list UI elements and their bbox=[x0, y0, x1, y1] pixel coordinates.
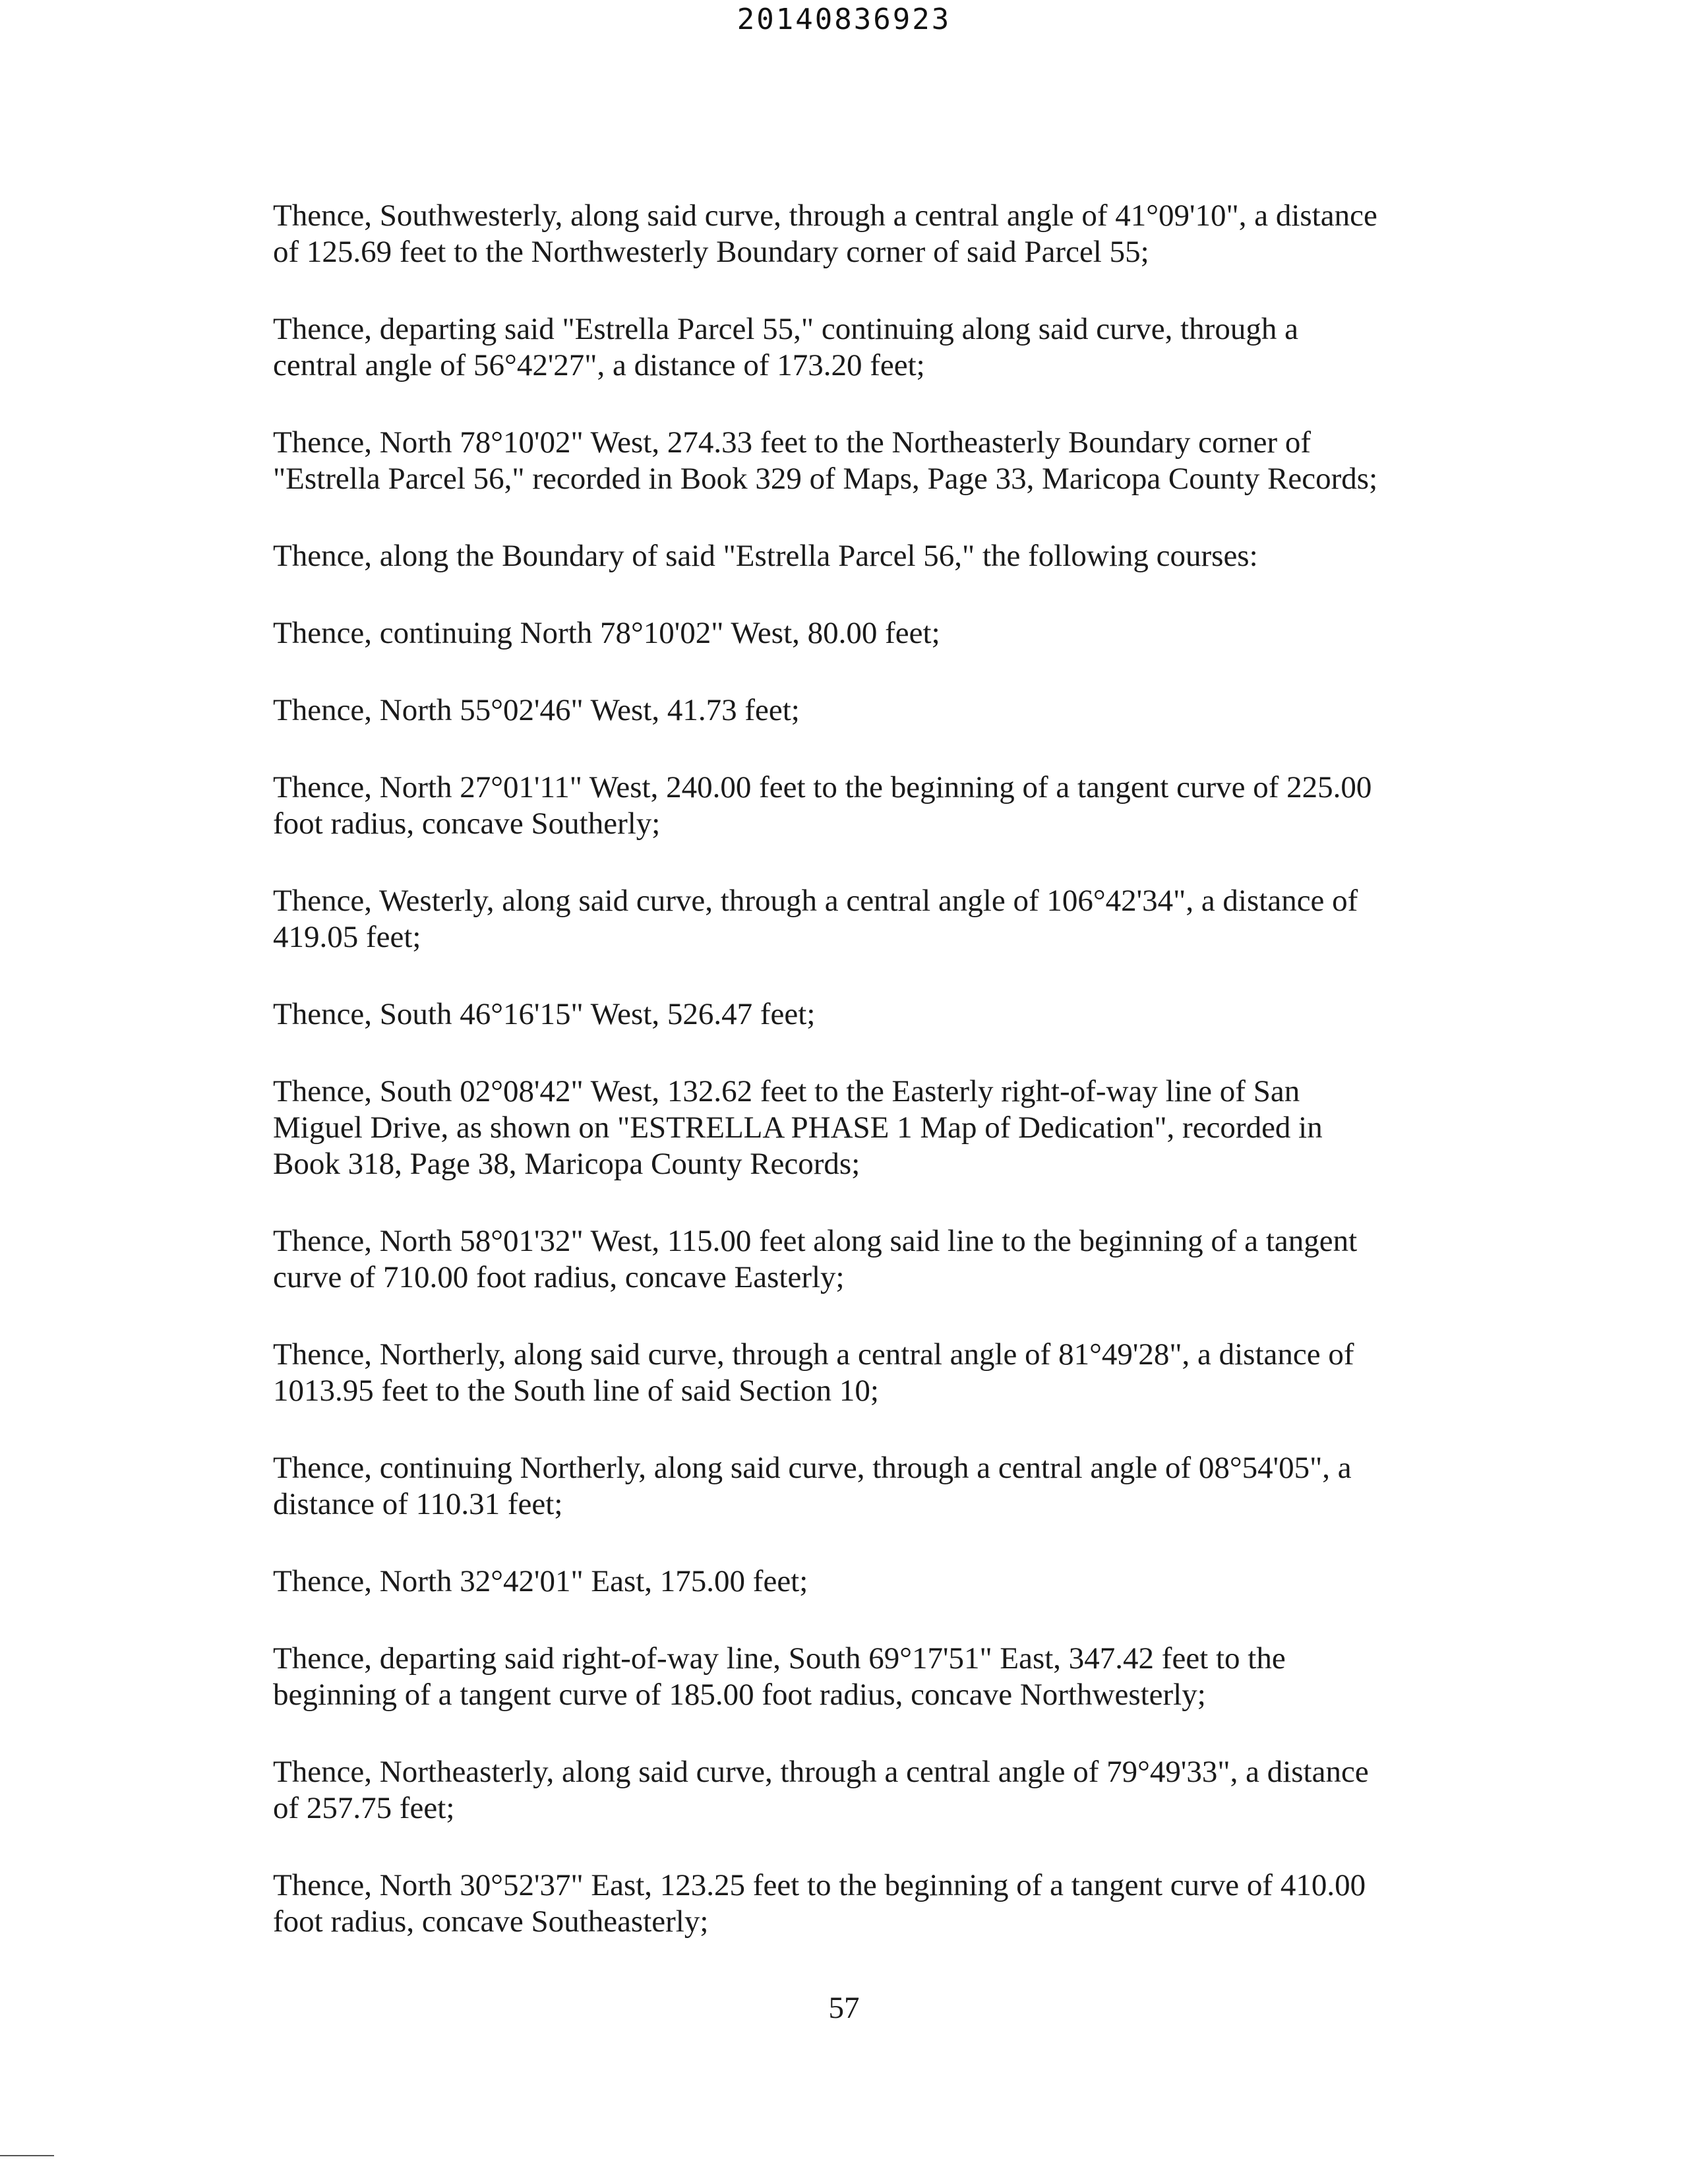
course-paragraph: Thence, South 46°16'15" West, 526.47 feet; bbox=[273, 997, 816, 1031]
course-paragraph: Thence, continuing Northerly, along said curve, through a central angle of 08°54'05", a distance of 110.31 feet; bbox=[273, 1451, 1352, 1521]
course-paragraph: Thence, South 02°08'42" West, 132.62 feet to the Easterly right-of-way line of San Miguel Drive, as shown on "ESTRELLA PHASE 1 Map of Dedication", recorded in Book 318, Page 38, Maricopa County Records; bbox=[273, 1074, 1323, 1181]
course-paragraph: Thence, North 27°01'11" West, 240.00 feet to the beginning of a tangent curve of 225.00 foot radius, concave Southerly; bbox=[273, 770, 1372, 841]
page-number: 57 bbox=[828, 1991, 860, 2025]
scan-edge-mark bbox=[0, 2155, 54, 2156]
course-paragraph: Thence, departing said right-of-way line, South 69°17'51" East, 347.42 feet to the beginning of a tangent curve of 185.00 foot radius, concave Northwesterly; bbox=[273, 1641, 1286, 1712]
course-paragraph: Thence, Westerly, along said curve, through a central angle of 106°42'34", a distance of 419.05 feet; bbox=[273, 884, 1358, 954]
course-paragraph: Thence, Northeasterly, along said curve, through a central angle of 79°49'33", a distance of 257.75 feet; bbox=[273, 1755, 1369, 1825]
recording-number: 20140836923 bbox=[737, 3, 951, 36]
legal-description-body bbox=[273, 198, 1473, 1981]
course-paragraph: Thence, along the Boundary of said "Estrella Parcel 56," the following courses: bbox=[273, 539, 1258, 573]
course-paragraph: Thence, North 30°52'37" East, 123.25 feet to the beginning of a tangent curve of 410.00 foot radius, concave Southeasterly; bbox=[273, 1868, 1366, 1939]
course-paragraph: Thence, North 78°10'02" West, 274.33 feet to the Northeasterly Boundary corner of "Estrella Parcel 56," recorded in Book 329 of Maps, Page 33, Maricopa County Records; bbox=[273, 425, 1378, 496]
course-paragraph: Thence, departing said "Estrella Parcel 55," continuing along said curve, through a central angle of 56°42'27", a distance of 173.20 feet; bbox=[273, 312, 1298, 382]
course-paragraph: Thence, Northerly, along said curve, through a central angle of 81°49'28", a distance of 1013.95 feet to the South line of said Section 10; bbox=[273, 1337, 1354, 1408]
course-paragraph: Thence, continuing North 78°10'02" West, 80.00 feet; bbox=[273, 616, 940, 650]
course-paragraph: Thence, Southwesterly, along said curve, through a central angle of 41°09'10", a distance of 125.69 feet to the Northwesterly Boundary corner of said Parcel 55; bbox=[273, 198, 1377, 269]
course-paragraph: Thence, North 55°02'46" West, 41.73 feet; bbox=[273, 693, 800, 727]
course-paragraph: Thence, North 58°01'32" West, 115.00 feet along said line to the beginning of a tangent curve of 710.00 foot radius, concave Easterly; bbox=[273, 1224, 1358, 1294]
course-paragraph: Thence, North 32°42'01" East, 175.00 feet; bbox=[273, 1564, 808, 1598]
